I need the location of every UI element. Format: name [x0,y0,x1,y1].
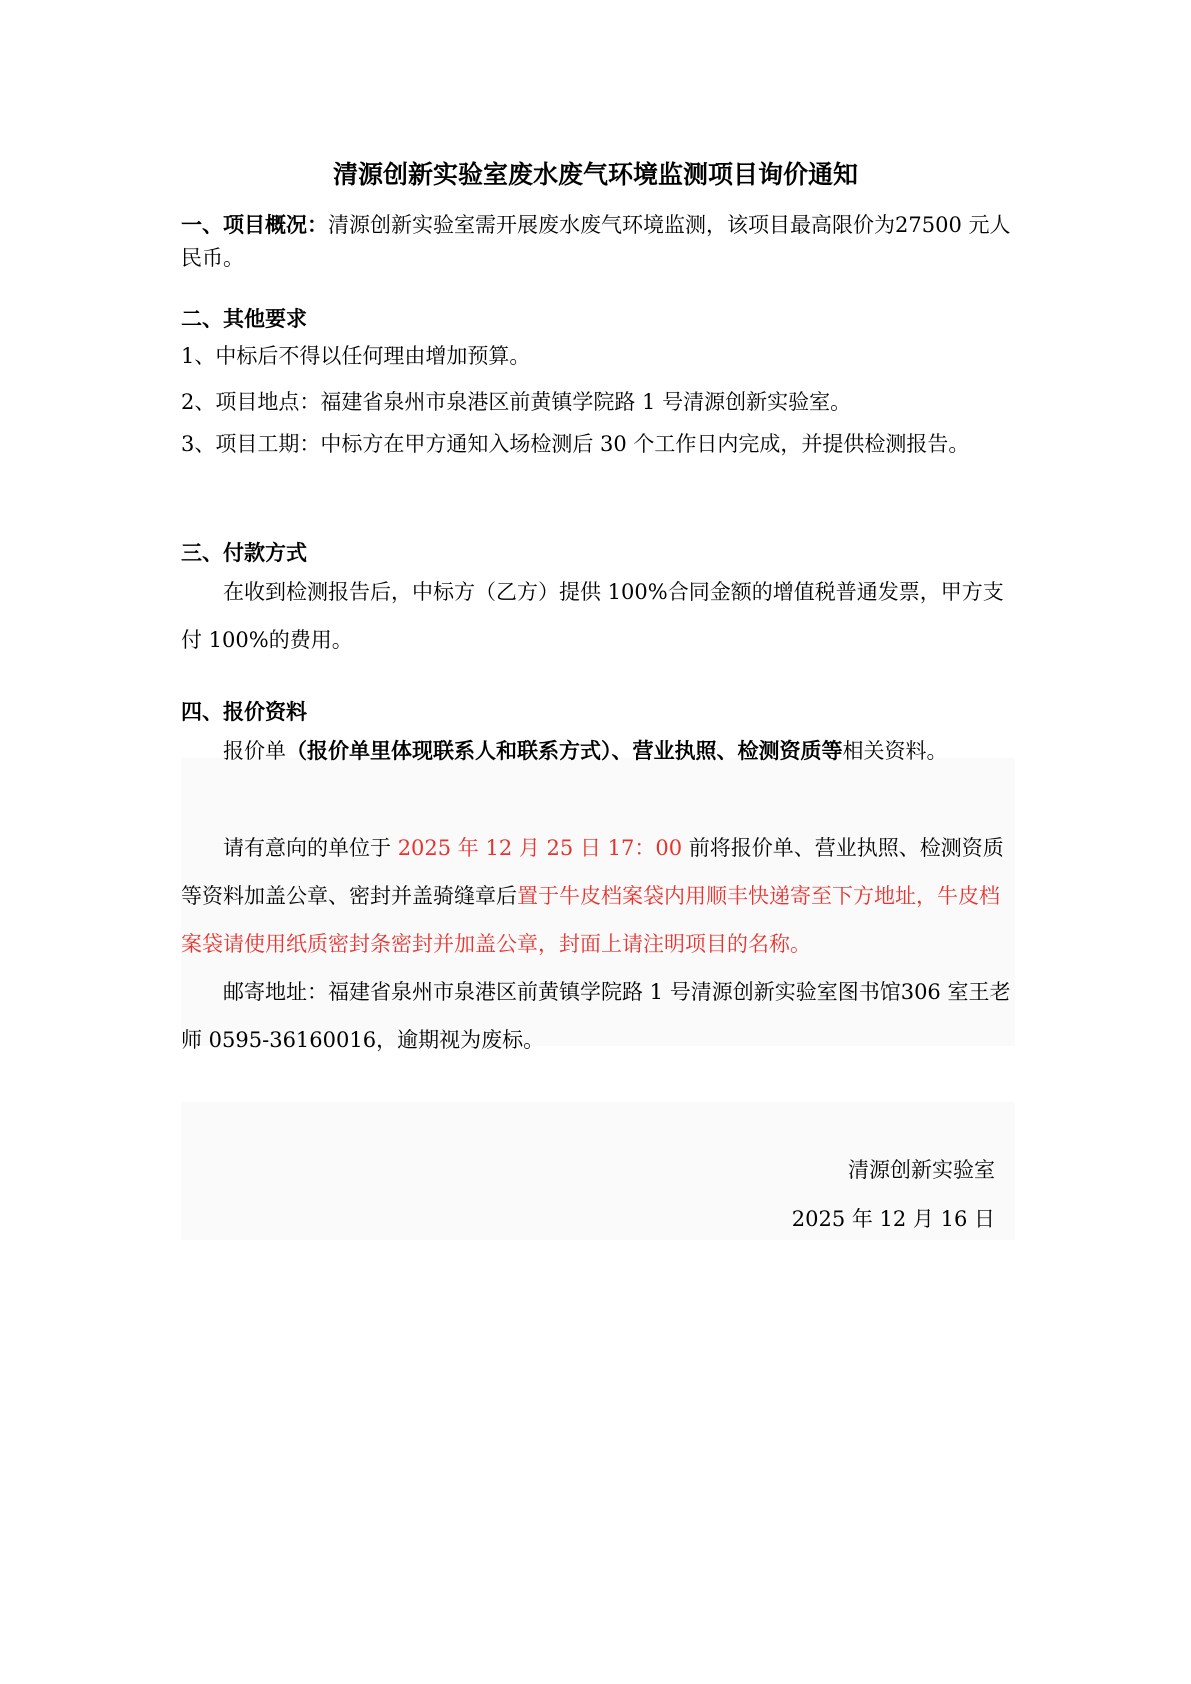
section-overview [181,209,1015,275]
quotation-materials-lead: 报价单 [223,739,286,763]
requirement-item-3: 3、项目工期：中标方在甲方通知入场检测后 30 个工作日内完成，并提供检测报告。 [181,432,970,456]
requirement-item-1: 1、中标后不得以任何理由增加预算。 [181,344,531,368]
signature-organization: 清源创新实验室 [848,1158,995,1182]
section-payment-text: 在收到检测报告后，中标方（乙方）提供 100%合同金额的增值税普通发票，甲方支付 100%的费用。 [181,580,1004,652]
section-overview-text: 清源创新实验室需开展废水废气环境监测，该项目最高限价为27500 元人民币。 [181,213,1011,270]
document-title: 清源创新实验室废水废气环境监测项目询价通知 [332,160,858,189]
submission-instructions: 置于牛皮档案袋内用顺丰快递寄至下方地址，牛皮档案袋请使用纸质密封条密封并加盖公章，封面上请注明项目的名称。 [181,884,1000,956]
submission-mid: 前将报价单、营业执照、检测资质等资料加盖公章、密封并盖骑缝章后 [181,836,1004,908]
submission-deadline: 2025 年 12 月 25 日 17：00 [397,836,683,860]
section-overview-heading: 一、项目概况： [181,213,328,237]
section-payment-heading: 三、付款方式 [181,541,307,565]
submission-lead: 请有意向的单位于 [223,836,398,860]
quotation-materials-bold: （报价单里体现联系人和联系方式）、营业执照、检测资质等 [286,739,843,763]
submission-paragraph [181,824,1015,968]
quotation-materials-tail: 相关资料。 [842,739,948,763]
mailing-address-paragraph: 邮寄地址：福建省泉州市泉港区前黄镇学院路 1 号清源创新实验室图书馆306 室王老师 0595-36160016，逾期视为废标。 [181,980,1011,1052]
signature-date: 2025 年 12 月 16 日 [791,1207,995,1231]
section-quotation-heading: 四、报价资料 [181,700,307,724]
section-requirements-heading: 二、其他要求 [181,307,307,331]
requirement-item-2: 2、项目地点：福建省泉州市泉港区前黄镇学院路 1 号清源创新实验室。 [181,390,852,414]
quotation-materials-paragraph [181,727,1015,775]
